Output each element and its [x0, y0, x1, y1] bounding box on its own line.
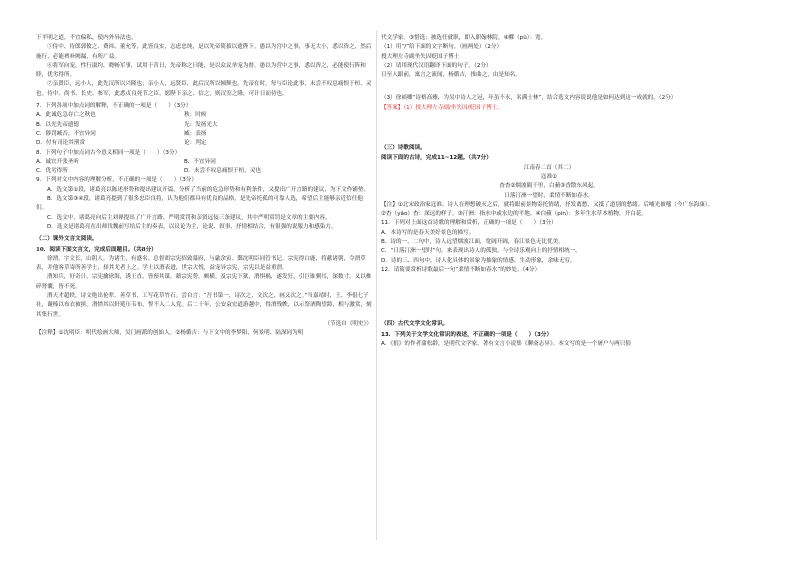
passage-notes: 【注释】①沈明臣：明代绘画大师，吴门画派的创始人。②杨循吉：与下文中的李梦阳、何景明、陆深同为明 [36, 330, 304, 337]
q8-option-a: A．诚宜开张圣听 [36, 158, 79, 165]
q7-option-b-text: B．以光先帝遗德 [36, 121, 79, 128]
question-8-stem: 8．下列句子中加点词古今意义相同一项是（ ）（3分） [36, 149, 181, 156]
section-3-title: （三）诗歌阅读。 [381, 145, 426, 152]
q10-sub-2: （2）请用现代汉语翻译下面的句子。（2分） [381, 62, 492, 69]
left-column [36, 34, 372, 339]
poem-title: 江南春二首（其二） [523, 164, 575, 171]
poem-notes: 【注】①北宋政治家寇准。诗人在理想破灭之后，就将眼前景物寄托情绪，抒发离愁，又抵了道别的愁绪。后哺光被嗤（今广东海康）。②杳（yǎo）杳：深远的样子。③汀洲：指水中或水边的平地。④白蘋（pín）：多年生水草本植物，开白花。 [381, 201, 714, 218]
poem-line: 日落汀洲一望时，柔情不断如春水。 [504, 192, 594, 199]
q9-option-c: C．选文中，诸葛亮向后主刘禅提出了广开言路、严明赏罚和亲贤远佞三条建议，其中严明赏罚是文章的主要内容。 [47, 214, 331, 221]
right-column [381, 34, 717, 349]
question-13-stem: 13．下列关于文学文化常识的表述，不正确的一项是（ ）（3分） [381, 331, 553, 338]
question-7-stem: 7．下列各项中加点词的解释，不正确的一项是（ ）（3分） [36, 103, 192, 110]
section-2-title: （二）课外文言文阅读。 [36, 236, 98, 243]
q11-option-b: B．诗的一、二句中，诗人远望烟波江面，宽阔开阔，春江景色无比优美。 [381, 239, 564, 246]
poem-author: 寇准① [540, 173, 558, 180]
poem-line: 杳杳②烟波隔千里，白蘋③香散东风起。 [499, 183, 599, 190]
passage-source: （节选自《明史》） [324, 320, 372, 327]
q7-option-a [36, 111, 372, 120]
q11-option-c: C．“日落汀洲一望时”句，来表现出诗人的孤独，与全诗乐观向上的抒情相统一。 [381, 248, 581, 255]
q8-option-d: D．未尝不叹息痛恨于桓、灵也 [184, 168, 262, 175]
q9-option-a: A．选文第①段，诸葛亮以陈述形势和提出建议开篇，分析了当前的危急形势和有利条件，又提出广开言路的建议，为下文作铺垫。 [47, 186, 370, 193]
q7-option-a-gloss: 秋：时候 [184, 112, 207, 119]
q7-option-b [36, 121, 372, 130]
passage-paragraph: 渭天才超轶，诗文绝出伦辈。善草书，工写花草竹石。尝自言：“吾书第一，诗次之，文次之，画又次之。”当嘉靖时，王、李倡七子社，谢榛以布衣被摈。渭愤其以轩冕压韦布，誓不入二人党。后二十年，公安袁宏道游越中，得渭残帙，以示祭酒陶望龄，相与激赏，刻其集行世。 [36, 293, 372, 318]
passage-paragraph: ⑥将军向宠，性行淑均，晓畅军事，试用于昔日，先帝称之曰能，是以众议举宠为督。愚以为营中之事，悉以咨之，必能使行阵和睦，优劣得所。 [36, 62, 366, 79]
question-12: 12．请简要赏析诗歌最后一句“柔情不断如春水”的妙处。（4分） [381, 266, 541, 273]
q7-option-b-gloss: 光：发扬光大 [184, 121, 218, 128]
q10-sub-1-text: 授大理左寺副坐失囚贬国子博士 [381, 53, 460, 60]
q8-option-c: C．优劣得所 [36, 168, 68, 175]
passage-paragraph: 渭知兵，好奇计，宗宪擒徐海，诱王直，皆预其谋。藉宗宪势，颇横。及宗宪下狱，渭惧祸，遂发狂，引巨锥剚耳，深数寸，又以椎碎肾囊，皆不死。 [36, 274, 372, 290]
q8-options-row-1 [36, 158, 372, 167]
section-4-title: （四）古代文学文化常识。 [381, 321, 449, 328]
q8-option-b: B．不宜异同 [184, 158, 216, 165]
poem-heading: 阅读下面的古诗，完成11~12题。（共7分） [381, 155, 492, 162]
passage-paragraph: ⑦亲贤臣，远小人，此先汉所以兴隆也；亲小人，远贤臣，此后汉所以倾颓也。先帝在时，每与臣论此事，未尝不叹息痛恨于桓、灵也。侍中、尚书、长史、参军，此悉贞良死节之臣，愿陛下亲之、信之，则汉室之隆，可计日而待也。 [36, 81, 372, 97]
passage-paragraph: 徐渭，字文长，山阴人。为诸生，有盛名。总督胡宗宪招致幕府，与歙余寅、鄞沈明臣同管书记。宗宪得白鹿，将献诸朝，令渭草表，并他客草寄所善学士，择其尤者上之。学士以渭表进，世宗大悦，益宠异宗宪，宗宪以是益重渭。 [36, 255, 366, 272]
passage-paragraph: ⑤侍中、侍郎郭攸之、费祎、董允等，此皆良实，志虑忠纯，是以先帝简拔以遗陛下。愚以为宫中之事，事无大小，悉以咨之，然后施行，必能裨补阙漏，有所广益。 [36, 44, 372, 60]
q9-option-d: D．选文是诸葛亮在出师伐魏前写给后主的奏表，以议论为主，论说、叙事、抒情相结合，有很强的说服力和感染力。 [47, 223, 337, 230]
q13-option-a: A．《狼》的作者蒲松龄，是明代文学家，著有文言小说集《聊斋志异》。本文写的是一个屠户与两只狼 [381, 340, 631, 347]
passage-line: 下平明之道，不宜偏私，使内外异法也。 [36, 35, 137, 41]
question-11-stem: 11．下列对上面这首诗歌的理解和赏析，正确的一项是（ ）（3分） [381, 220, 557, 227]
q8-options-row-2 [36, 167, 372, 176]
q10-sub-2-text: 日至人跟前，寓言之流闻，杨循吉，推曲之，由是知名。 [381, 72, 521, 79]
q7-option-c-text: C．陟罚臧否，不宜异同 [36, 130, 96, 137]
notes-continued: 代文学家。③惜选：被选任就职，即入职翰林院。④醪（pǔ）：宽。 [381, 35, 547, 41]
q7-option-d-text: D．付有司论其刑赏 [36, 140, 86, 147]
q10-sub-3: （3）徐祯卿“诗格高雅，为吴中诗人之冠，年虽不永，名满士林”，结合选文内容说说他是如何达到这一成就的。（2分） [381, 95, 677, 102]
q9-option-b: B．选文第③④段，诸葛亮提到了很多忠臣良将，认为他们都具有优良的品格，是先帝托孤的可靠人选，希望后主能够亲近信任他们。 [36, 196, 363, 212]
q7-option-c [36, 130, 372, 139]
column-divider [376, 30, 377, 540]
q11-option-a: A．本诗写的是春天美好景色的描写。 [381, 229, 475, 236]
q11-option-d: D．诗的三、四句中，诗人化具体的景象为抽象的情感，生动形象，余味无穷。 [381, 257, 576, 264]
q7-option-a-text: A．此诚危急存亡之秋也 [36, 112, 96, 119]
q7-option-c-gloss: 臧：表扬 [184, 130, 207, 137]
answer-line: 【答案】（1）授大理左寺副/坐失囚/贬国子博士。 [381, 104, 503, 111]
question-10-heading: 10．阅读下面文言文，完成后面题目。（共8分） [36, 246, 157, 253]
q10-sub-1: （1）用“/”给下面的文字断句。（画两处）（2分） [381, 44, 503, 51]
question-9-stem: 9．下列对文中内容的理解分析，不正确的一项是（ ）（3分） [36, 177, 197, 184]
q7-option-d-gloss: 论：判定 [184, 140, 207, 147]
q7-option-d [36, 139, 372, 148]
